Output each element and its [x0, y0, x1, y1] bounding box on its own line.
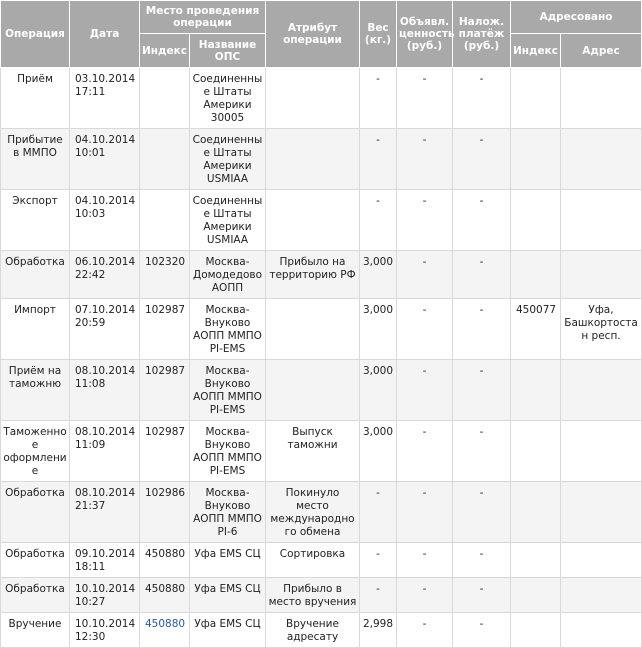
header-addressed: Адресовано: [511, 1, 642, 34]
place-index-cell: [140, 68, 190, 129]
weight-cell: -: [360, 129, 397, 190]
date-cell: 03.10.2014 17:11: [70, 68, 140, 129]
date-cell: 06.10.2014 22:42: [70, 251, 140, 299]
operation-cell: Обработка: [1, 251, 70, 299]
cod-cell: -: [453, 68, 511, 129]
cod-cell: -: [453, 129, 511, 190]
table-row: [1, 421, 642, 482]
place-name-cell: Москва-Внуково АОПП ММПО PI-EMS: [190, 299, 266, 360]
addr-address-cell: Уфа, Башкортостан респ.: [561, 299, 642, 360]
declared-value-cell: -: [397, 129, 453, 190]
place-index-cell: 102986: [140, 482, 190, 543]
weight-cell: 3,000: [360, 251, 397, 299]
cod-cell: -: [453, 613, 511, 648]
header-cod: Налож. платёж (руб.): [453, 1, 511, 68]
attribute-cell: [266, 68, 360, 129]
date-cell: 07.10.2014 20:59: [70, 299, 140, 360]
place-index-cell: [140, 129, 190, 190]
cod-cell: -: [453, 360, 511, 421]
header-place: Место проведения операции: [140, 1, 266, 34]
addr-index-cell: [511, 421, 561, 482]
header-date: Дата: [70, 1, 140, 68]
weight-cell: -: [360, 543, 397, 578]
place-name-cell: Москва-Внуково АОПП ММПО PI-EMS: [190, 421, 266, 482]
cod-cell: -: [453, 578, 511, 613]
addr-address-cell: [561, 360, 642, 421]
attribute-cell: Сортировка: [266, 543, 360, 578]
place-name-cell: Соединенные Штаты Америки 30005: [190, 68, 266, 129]
date-cell: 08.10.2014 11:08: [70, 360, 140, 421]
cod-cell: -: [453, 421, 511, 482]
weight-cell: 2,998: [360, 613, 397, 648]
addr-index-cell: 450077: [511, 299, 561, 360]
declared-value-cell: -: [397, 68, 453, 129]
declared-value-cell: -: [397, 360, 453, 421]
addr-index-cell: [511, 482, 561, 543]
header-addr-index: Индекс: [511, 34, 561, 68]
table-row: [1, 613, 642, 648]
attribute-cell: Прибыло в место вручения: [266, 578, 360, 613]
addr-address-cell: [561, 68, 642, 129]
place-name-cell: Соединенные Штаты Америки USMIAA: [190, 129, 266, 190]
place-index-cell: 102320: [140, 251, 190, 299]
weight-cell: -: [360, 482, 397, 543]
date-cell: 10.10.2014 12:30: [70, 613, 140, 648]
place-index-cell: 102987: [140, 299, 190, 360]
addr-index-cell: [511, 360, 561, 421]
operation-cell: Экспорт: [1, 190, 70, 251]
addr-index-cell: [511, 613, 561, 648]
declared-value-cell: -: [397, 251, 453, 299]
cod-cell: -: [453, 190, 511, 251]
place-index-cell: 450880: [140, 578, 190, 613]
date-cell: 04.10.2014 10:03: [70, 190, 140, 251]
operation-cell: Вручение: [1, 613, 70, 648]
table-row: [1, 482, 642, 543]
date-cell: 04.10.2014 10:01: [70, 129, 140, 190]
attribute-cell: [266, 360, 360, 421]
addr-address-cell: [561, 129, 642, 190]
cod-cell: -: [453, 482, 511, 543]
date-cell: 09.10.2014 18:11: [70, 543, 140, 578]
operation-cell: Обработка: [1, 578, 70, 613]
place-name-cell: Уфа EMS СЦ: [190, 543, 266, 578]
attribute-cell: Прибыло на территорию РФ: [266, 251, 360, 299]
cod-cell: -: [453, 251, 511, 299]
cod-cell: -: [453, 299, 511, 360]
addr-index-cell: [511, 543, 561, 578]
addr-address-cell: [561, 421, 642, 482]
table-row: [1, 543, 642, 578]
header-addr-address: Адрес: [561, 34, 642, 68]
addr-address-cell: [561, 482, 642, 543]
date-cell: 08.10.2014 21:37: [70, 482, 140, 543]
attribute-cell: [266, 190, 360, 251]
operation-cell: Таможенное оформление: [1, 421, 70, 482]
operation-cell: Импорт: [1, 299, 70, 360]
date-cell: 08.10.2014 11:09: [70, 421, 140, 482]
cod-cell: -: [453, 543, 511, 578]
place-index-cell: [140, 190, 190, 251]
declared-value-cell: -: [397, 543, 453, 578]
header-declared-value: Объявл. ценность (руб.): [397, 1, 453, 68]
addr-index-cell: [511, 129, 561, 190]
operation-cell: Приём: [1, 68, 70, 129]
addr-index-cell: [511, 578, 561, 613]
header-place-index: Индекс: [140, 34, 190, 68]
table-row: [1, 360, 642, 421]
addr-address-cell: [561, 543, 642, 578]
place-index-cell: [140, 613, 190, 648]
weight-cell: 3,000: [360, 421, 397, 482]
place-index-cell: 450880: [140, 543, 190, 578]
place-index-cell: 102987: [140, 360, 190, 421]
attribute-cell: [266, 129, 360, 190]
weight-cell: 3,000: [360, 299, 397, 360]
attribute-cell: Вручение адресату: [266, 613, 360, 648]
table-row: [1, 129, 642, 190]
operation-cell: Обработка: [1, 482, 70, 543]
header-place-name: Название ОПС: [190, 34, 266, 68]
declared-value-cell: -: [397, 613, 453, 648]
addr-index-cell: [511, 190, 561, 251]
addr-index-cell: [511, 251, 561, 299]
operation-cell: Обработка: [1, 543, 70, 578]
header-weight: Вес (кг.): [360, 1, 397, 68]
operation-cell: Приём на таможню: [1, 360, 70, 421]
table-row: [1, 299, 642, 360]
addr-address-cell: [561, 613, 642, 648]
weight-cell: -: [360, 190, 397, 251]
declared-value-cell: -: [397, 299, 453, 360]
weight-cell: 3,000: [360, 360, 397, 421]
place-name-cell: Москва-Домодедово АОПП: [190, 251, 266, 299]
table-row: [1, 190, 642, 251]
declared-value-cell: -: [397, 190, 453, 251]
addr-index-cell: [511, 68, 561, 129]
place-name-cell: Уфа EMS СЦ: [190, 578, 266, 613]
operation-cell: Прибытие в ММПО: [1, 129, 70, 190]
place-index-link[interactable]: 450880: [145, 618, 186, 630]
place-index-cell: 102987: [140, 421, 190, 482]
addr-address-cell: [561, 190, 642, 251]
place-name-cell: Уфа EMS СЦ: [190, 613, 266, 648]
attribute-cell: [266, 299, 360, 360]
weight-cell: -: [360, 578, 397, 613]
addr-address-cell: [561, 251, 642, 299]
header-attribute: Атрибут операции: [266, 1, 360, 68]
declared-value-cell: -: [397, 482, 453, 543]
attribute-cell: Выпуск таможни: [266, 421, 360, 482]
declared-value-cell: -: [397, 578, 453, 613]
place-name-cell: Москва-Внуково АОПП ММПО PI-6: [190, 482, 266, 543]
weight-cell: -: [360, 68, 397, 129]
place-name-cell: Соединенные Штаты Америки USMIAA: [190, 190, 266, 251]
addr-address-cell: [561, 578, 642, 613]
declared-value-cell: -: [397, 421, 453, 482]
header-operation: Операция: [1, 1, 70, 68]
date-cell: 10.10.2014 10:27: [70, 578, 140, 613]
table-row: [1, 578, 642, 613]
table-row: [1, 251, 642, 299]
place-name-cell: Москва-Внуково АОПП ММПО PI-EMS: [190, 360, 266, 421]
attribute-cell: Покинуло место международного обмена: [266, 482, 360, 543]
table-row: [1, 68, 642, 129]
